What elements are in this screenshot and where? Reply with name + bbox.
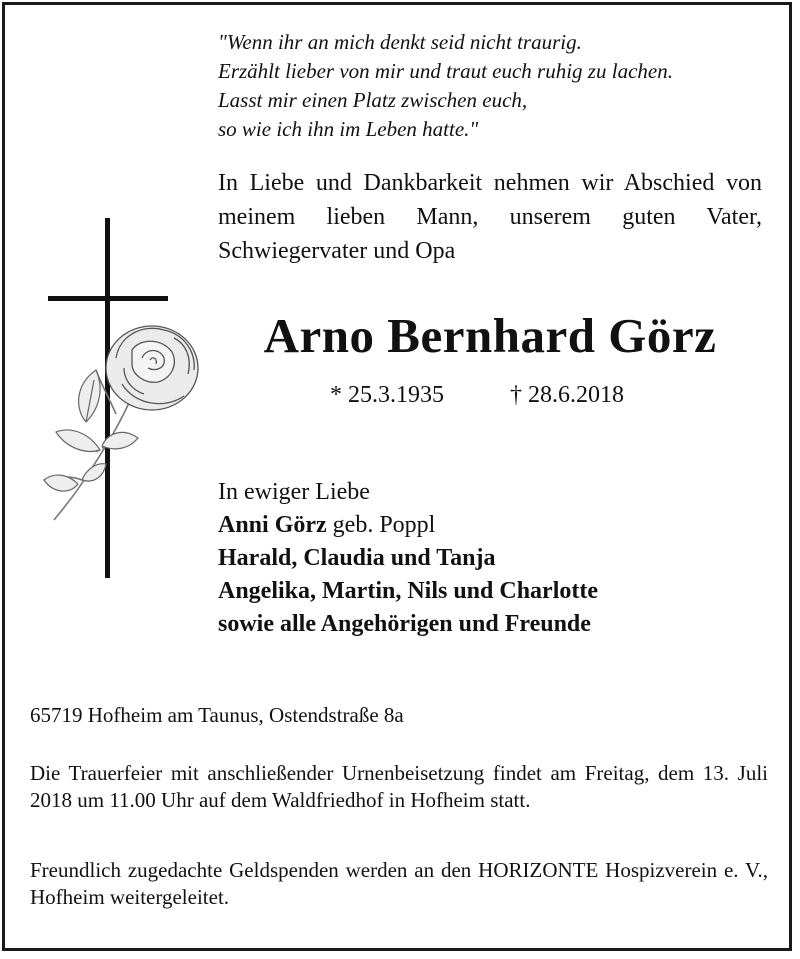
death-date: † 28.6.2018 [510, 382, 624, 408]
cross-with-rose-illustration [24, 218, 204, 582]
mourners-heading: In ewiger Liebe [218, 479, 370, 505]
spouse-line [218, 509, 778, 542]
intro-text: In Liebe und Dankbarkeit nehmen wir Abschied von meinem lieben Mann, unserem guten Vater, Schwiegervater und Opa [218, 170, 762, 264]
quote-line: Lasst mir einen Platz zwischen euch, [218, 88, 528, 112]
mourner-line: Angelika, Martin, Nils und Charlotte [218, 578, 599, 604]
cross-horizontal-beam [48, 296, 168, 301]
funeral-service-info: Die Trauerfeier mit anschließender Urnenbeisetzung findet am Freitag, dem 13. Juli 2018 um 11.00 Uhr auf dem Waldfriedhof in Hofheim statt. [30, 761, 768, 812]
memorial-quote [218, 28, 778, 144]
life-dates [320, 378, 680, 412]
birth-date: * 25.3.1935 [330, 382, 444, 408]
spouse-name: Anni Görz [218, 512, 327, 538]
quote-line: "Wenn ihr an mich denkt seid nicht traurig. [218, 30, 582, 54]
spouse-maiden-name: geb. Poppl [326, 512, 436, 538]
mourner-line: Harald, Claudia und Tanja [218, 545, 496, 571]
family-address: 65719 Hofheim am Taunus, Ostendstraße 8a [30, 703, 404, 727]
rose-bloom-icon [106, 326, 198, 410]
mourner-line: sowie alle Angehörigen und Freunde [218, 611, 591, 637]
mourners-list [218, 476, 778, 641]
donation-info: Freundlich zugedachte Geldspenden werden an den HORIZONTE Hospizverein e. V., Hofheim weitergeleitet. [30, 858, 768, 909]
quote-line: Erzählt lieber von mir und traut euch ruhig zu lachen. [218, 59, 673, 83]
deceased-name: Arno Bernhard Görz [263, 308, 717, 363]
quote-line: so wie ich ihn im Leben hatte." [218, 117, 479, 141]
